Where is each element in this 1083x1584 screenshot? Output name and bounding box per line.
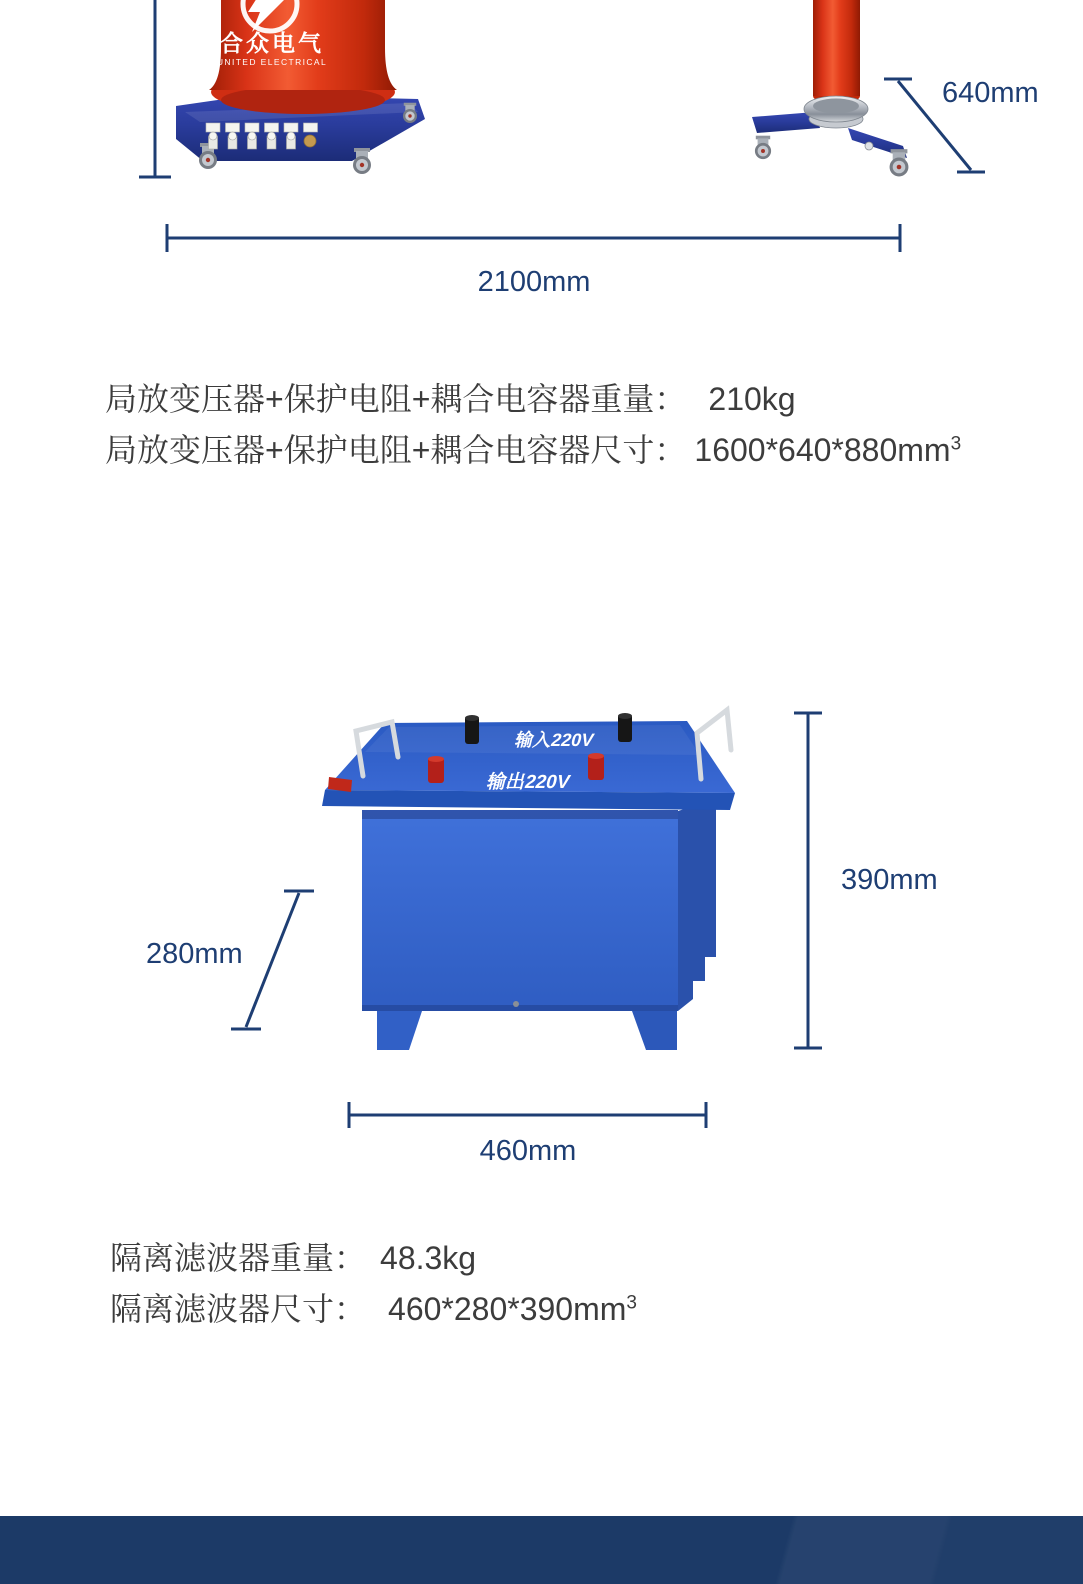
caster-wheel bbox=[353, 148, 371, 174]
box-foot-left bbox=[377, 1011, 422, 1050]
box-side-panel bbox=[678, 799, 716, 1011]
dimension-640 bbox=[884, 77, 1039, 172]
spec-weight-label: 隔离滤波器重量： bbox=[110, 1240, 367, 1276]
output-terminal-red bbox=[588, 753, 604, 780]
caster-wheel bbox=[890, 149, 909, 176]
height-dimension-line-left bbox=[139, 0, 171, 177]
dimension-460 bbox=[349, 1102, 706, 1167]
dimension-2100 bbox=[167, 224, 900, 298]
spec-size-label: 局放变压器+保护电阻+耦合电容器尺寸： bbox=[105, 432, 687, 468]
spec-size-superscript: 3 bbox=[626, 1292, 637, 1314]
box-front-panel bbox=[362, 810, 678, 1011]
spec-line-weight bbox=[105, 374, 961, 425]
caster-wheel bbox=[755, 136, 771, 159]
input-terminal-black bbox=[465, 715, 479, 744]
hero-photo-section bbox=[0, 0, 1083, 320]
brand-logo-cn: 合众电气 bbox=[220, 30, 324, 56]
box-lid-bevel bbox=[322, 790, 735, 810]
footer-band bbox=[0, 1516, 1083, 1584]
filter-box-photo bbox=[322, 710, 735, 1050]
voltage-divider-photo bbox=[752, 0, 908, 176]
dim-label-640: 640mm bbox=[942, 77, 1039, 109]
spec-size-value: 1600*640*880mm bbox=[694, 432, 951, 468]
transformer-photo bbox=[176, 0, 425, 174]
output-terminal-red bbox=[428, 756, 444, 783]
filter-spec-text bbox=[110, 1233, 637, 1335]
screw-icon bbox=[513, 1001, 519, 1007]
spec-line-size bbox=[110, 1284, 637, 1335]
spec-size-value: 460*280*390mm bbox=[388, 1291, 627, 1327]
spec-size-label: 隔离滤波器尺寸： bbox=[110, 1291, 367, 1327]
dim-label-2100: 2100mm bbox=[477, 266, 591, 298]
spec-line-weight bbox=[110, 1233, 637, 1284]
dimension-390 bbox=[794, 713, 938, 1048]
spec-weight-value: 48.3kg bbox=[380, 1240, 477, 1276]
spec-size-superscript: 3 bbox=[950, 433, 962, 455]
filter-input-label: 输入220V bbox=[513, 729, 597, 750]
transformer-spec-text bbox=[105, 374, 961, 476]
spec-weight-value: 210kg bbox=[708, 381, 796, 417]
spec-weight-label: 局放变压器+保护电阻+耦合电容器重量： bbox=[105, 381, 687, 417]
dim-label-390: 390mm bbox=[841, 864, 938, 896]
dim-label-460: 460mm bbox=[479, 1135, 577, 1167]
dimension-280 bbox=[146, 891, 314, 1029]
brand-logo-en: UNITED ELECTRICAL bbox=[216, 57, 328, 67]
spec-line-size bbox=[105, 425, 961, 476]
box-foot-right bbox=[632, 1011, 677, 1050]
filter-output-label: 输出220V bbox=[484, 772, 573, 793]
filter-photo-section bbox=[0, 680, 1083, 1190]
input-terminal-black bbox=[618, 713, 632, 742]
dim-label-280: 280mm bbox=[146, 938, 243, 970]
caster-wheel bbox=[403, 103, 417, 123]
